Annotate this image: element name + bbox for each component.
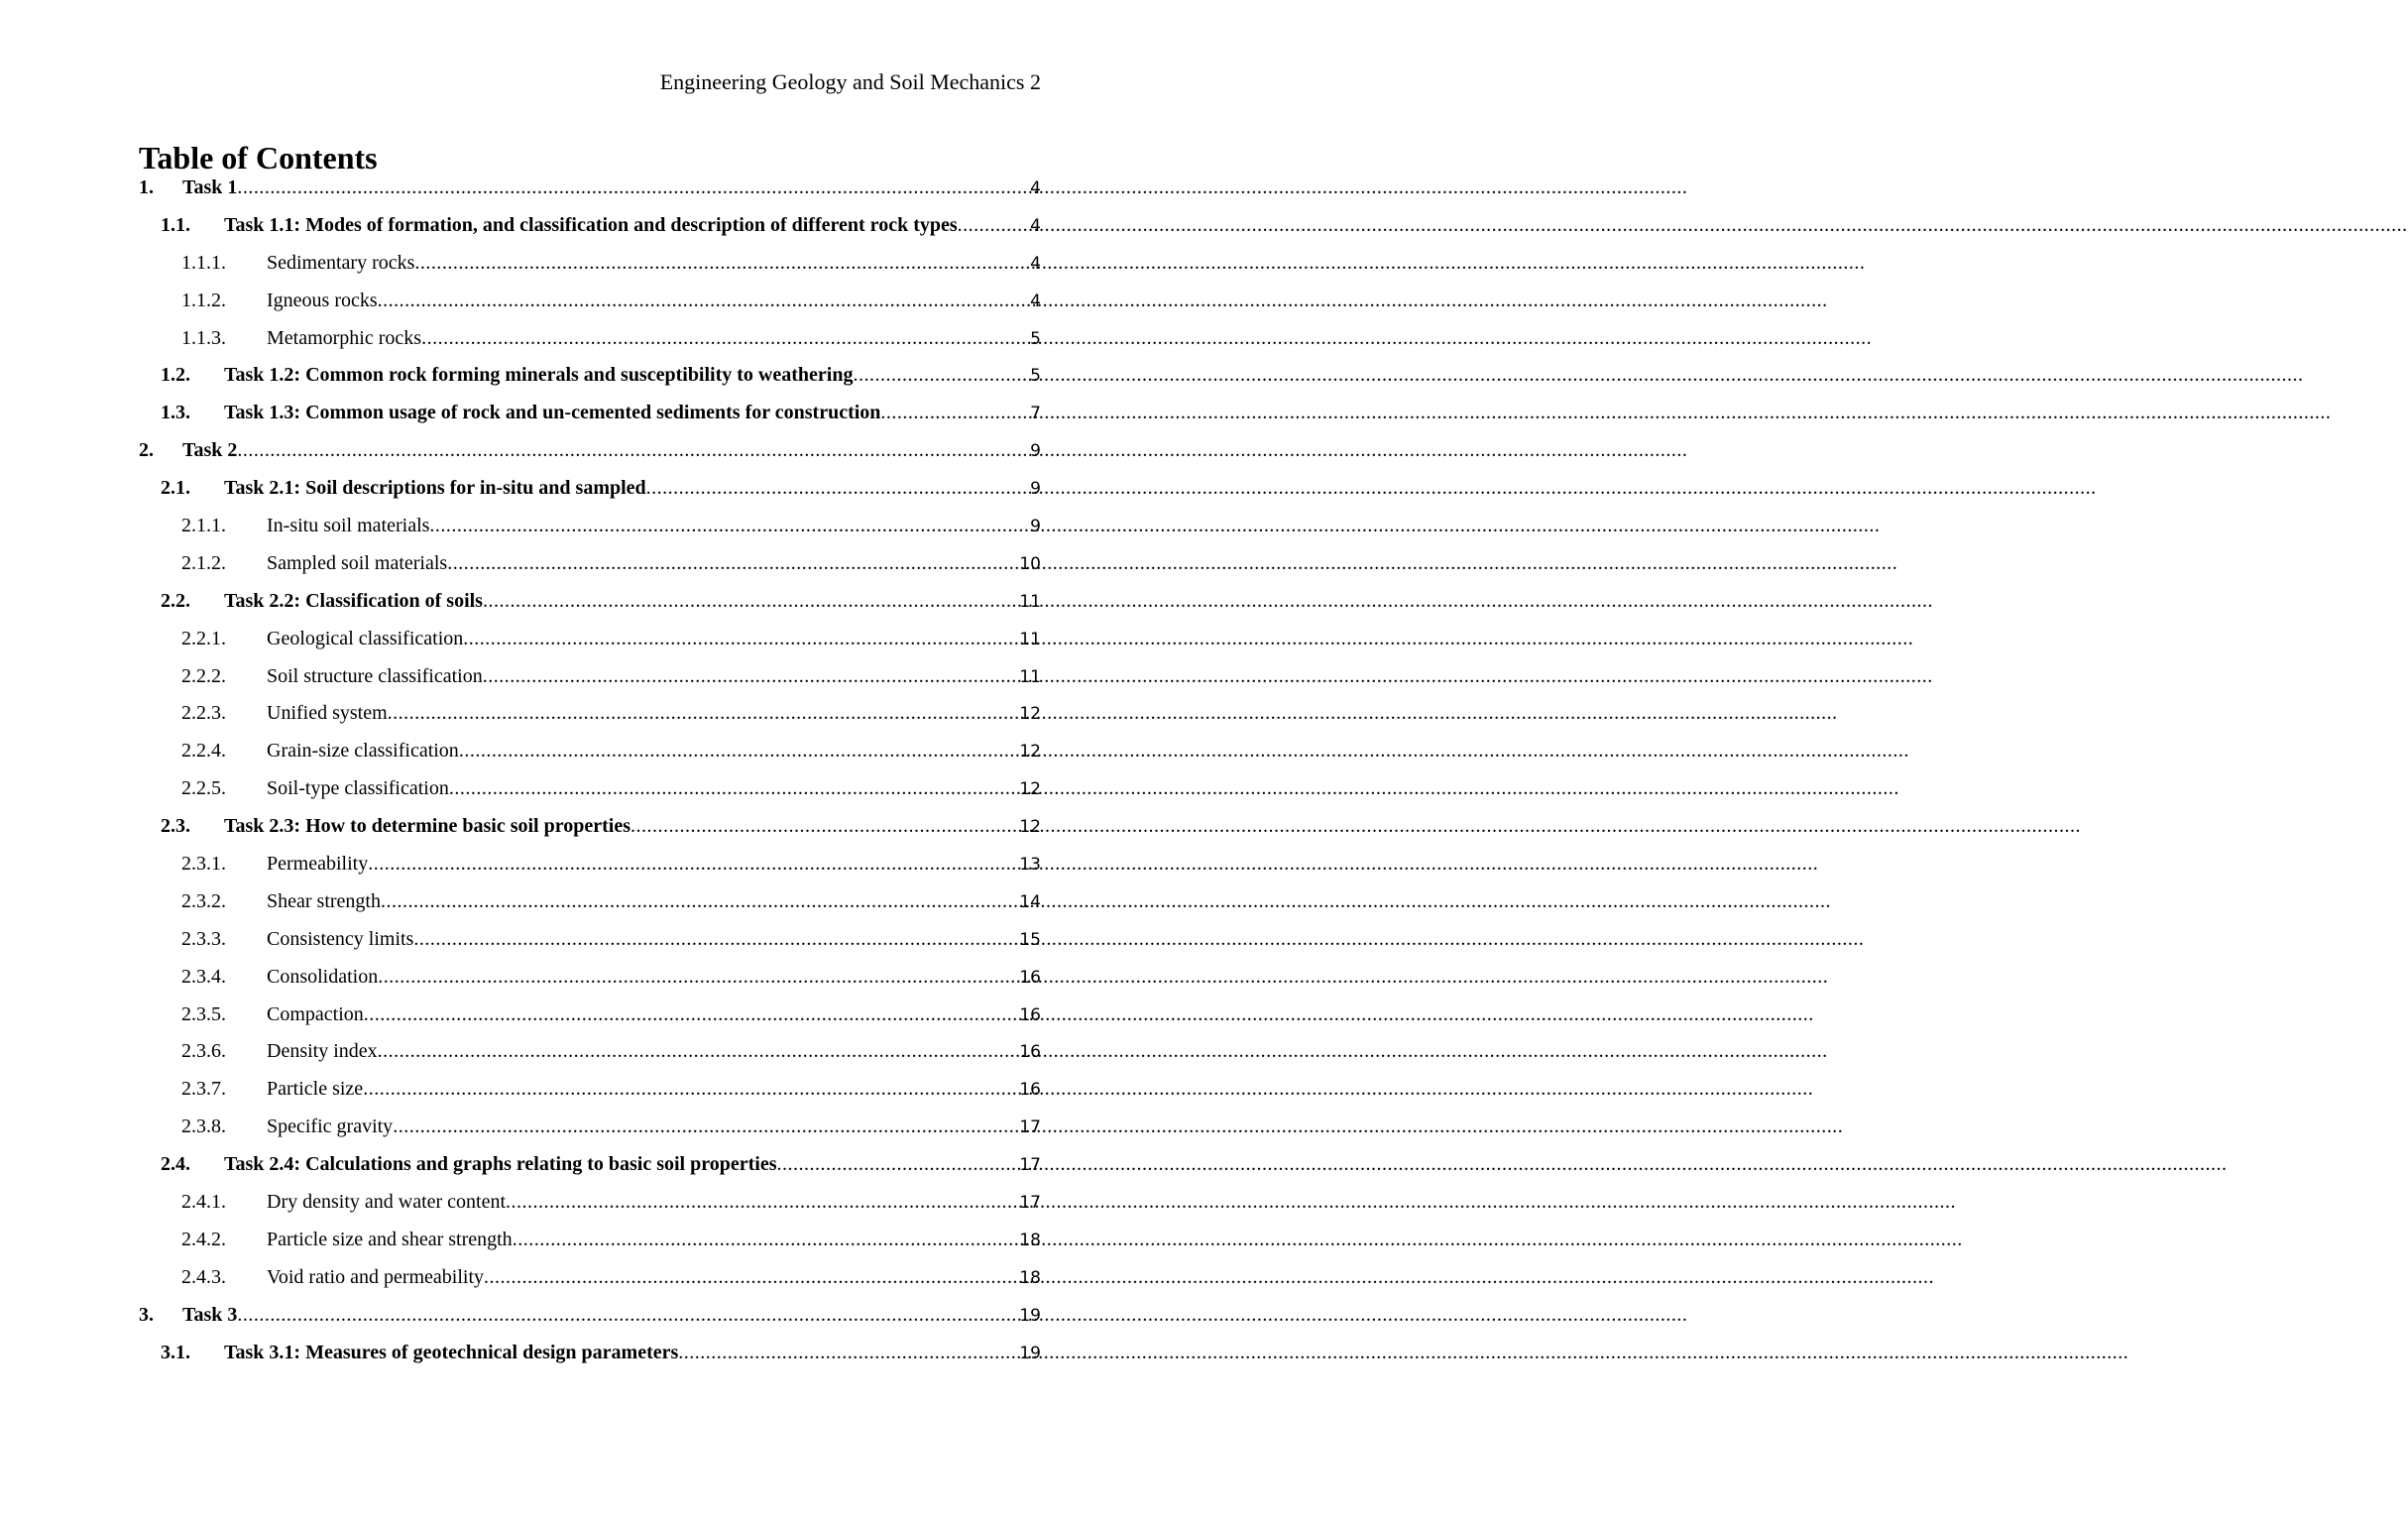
toc-entry-number: 3. — [139, 1303, 154, 1326]
toc-entry-number: 2.3.5. — [181, 1002, 226, 1025]
toc-entry[interactable] — [139, 1146, 1041, 1184]
toc-entry-number: 1.2. — [161, 364, 190, 387]
toc-entry-label[interactable]: Grain-size classification — [267, 740, 459, 763]
toc-entry-label[interactable]: Igneous rocks — [267, 289, 378, 311]
toc-dot-leader — [447, 545, 1019, 583]
toc-entry[interactable] — [139, 283, 1041, 320]
toc-entry-label[interactable]: In-situ soil materials — [267, 515, 430, 537]
toc-entry-number: 1.1.3. — [181, 326, 226, 349]
toc-entry-label[interactable]: Sedimentary rocks — [267, 251, 415, 274]
toc-entry[interactable] — [139, 1297, 1041, 1335]
toc-entry-number: 2.1.2. — [181, 551, 226, 574]
toc-entry-page-number[interactable]: 4 — [1030, 253, 1041, 274]
toc-entry-page-number[interactable]: 12 — [1019, 704, 1041, 725]
toc-dot-leader — [463, 621, 1019, 658]
toc-entry-label[interactable]: Void ratio and permeability — [267, 1265, 485, 1288]
toc-entry-page-number[interactable]: 18 — [1019, 1267, 1041, 1288]
toc-entry-label[interactable]: Task 1.2: Common rock forming minerals and susceptibility to weathering — [224, 364, 854, 387]
toc-entry-page-number[interactable]: 19 — [1019, 1305, 1041, 1326]
toc-entry[interactable] — [139, 921, 1041, 959]
page-title: Table of Contents — [139, 140, 378, 176]
toc-entry[interactable] — [139, 170, 1041, 207]
toc-entry-label[interactable]: Particle size — [267, 1078, 364, 1101]
toc-entry-page-number[interactable]: 14 — [1019, 891, 1041, 912]
toc-entry[interactable] — [139, 508, 1041, 545]
toc-dot-leader — [378, 283, 1031, 320]
toc-entry-page-number[interactable]: 4 — [1030, 178, 1041, 198]
toc-entry-label[interactable]: Particle size and shear strength — [267, 1228, 513, 1250]
toc-entry-label[interactable]: Geological classification — [267, 627, 464, 649]
toc-entry-label[interactable]: Metamorphic rocks — [267, 326, 422, 349]
toc-entry-number: 2.4. — [161, 1153, 190, 1176]
toc-entry-label[interactable]: Task 2.2: Classification of soils — [224, 589, 483, 612]
toc-entry-number: 2.3. — [161, 815, 190, 838]
toc-entry-page-number[interactable]: 12 — [1019, 817, 1041, 838]
toc-entry-label[interactable]: Specific gravity — [267, 1116, 394, 1138]
toc-entry[interactable] — [139, 1033, 1041, 1071]
toc-entry-number: 1.3. — [161, 402, 190, 424]
toc-dot-leader — [237, 170, 1030, 207]
toc-entry-page-number[interactable]: 16 — [1019, 967, 1041, 988]
toc-entry[interactable] — [139, 733, 1041, 770]
toc-entry-label[interactable]: Consistency limits — [267, 927, 414, 950]
toc-entry-label[interactable]: Task 1.1: Modes of formation, and classification and description of different rock types — [224, 213, 958, 236]
toc-entry-number: 2.2.3. — [181, 702, 226, 725]
toc-entry-label[interactable]: Task 3 — [182, 1303, 238, 1326]
toc-entry-number: 1.1. — [161, 213, 190, 236]
toc-entry[interactable] — [139, 320, 1041, 358]
toc-entry[interactable] — [139, 1335, 1041, 1372]
toc-dot-leader — [388, 695, 1020, 733]
toc-dot-leader — [378, 959, 1019, 997]
toc-dot-leader — [646, 470, 1031, 508]
toc-entry-number: 2.3.2. — [181, 889, 226, 912]
toc-entry-page-number[interactable]: 11 — [1019, 629, 1041, 649]
toc-dot-leader — [449, 770, 1020, 808]
toc-dot-leader — [459, 733, 1020, 770]
toc-dot-leader — [381, 883, 1019, 921]
toc-entry-number: 3.1. — [161, 1341, 190, 1363]
toc-entry-label[interactable]: Permeability — [267, 853, 369, 876]
toc-entry-label[interactable]: Unified system — [267, 702, 388, 725]
toc-entry[interactable] — [139, 1259, 1041, 1297]
toc-dot-leader — [378, 1033, 1020, 1071]
toc-entry-label[interactable]: Task 1.3: Common usage of rock and un-cemented sediments for construction — [224, 402, 881, 424]
toc-entry-page-number[interactable]: 9 — [1030, 517, 1041, 537]
toc-dot-leader — [414, 245, 1030, 283]
toc-dot-leader — [958, 207, 1031, 245]
toc-entry[interactable] — [139, 1071, 1041, 1109]
toc-dot-leader — [506, 1184, 1019, 1222]
toc-entry-number: 2.3.1. — [181, 853, 226, 876]
toc-entry[interactable] — [139, 846, 1041, 883]
toc-entry-label[interactable]: Task 2.4: Calculations and graphs relating to basic soil properties — [224, 1153, 777, 1176]
toc-entry[interactable] — [139, 1184, 1041, 1222]
toc-entry-page-number[interactable]: 9 — [1030, 479, 1041, 500]
toc-entry-page-number[interactable]: 12 — [1019, 742, 1041, 763]
toc-entry-number: 2.2.4. — [181, 740, 226, 763]
toc-dot-leader — [429, 508, 1030, 545]
toc-entry-number: 2.2.1. — [181, 627, 226, 649]
toc-entry-label[interactable]: Compaction — [267, 1002, 364, 1025]
toc-dot-leader — [413, 921, 1019, 959]
toc-entry-number: 2.4.2. — [181, 1228, 226, 1250]
toc-entry-number: 2.2. — [161, 589, 190, 612]
toc-entry-number: 2.3.4. — [181, 965, 226, 988]
toc-entry-page-number[interactable]: 5 — [1030, 366, 1041, 387]
toc-entry[interactable] — [139, 545, 1041, 583]
table-of-contents — [139, 170, 1041, 1372]
toc-entry-label[interactable]: Density index — [267, 1040, 378, 1063]
toc-entry[interactable] — [139, 583, 1041, 621]
toc-entry-page-number[interactable]: 17 — [1019, 1155, 1041, 1176]
toc-dot-leader — [484, 1259, 1019, 1297]
toc-entry-page-number[interactable]: 16 — [1019, 1080, 1041, 1101]
toc-entry-label[interactable]: Task 1 — [182, 176, 238, 198]
toc-entry-label[interactable]: Sampled soil materials — [267, 551, 448, 574]
toc-entry-number: 2.3.7. — [181, 1078, 226, 1101]
toc-entry-page-number[interactable]: 12 — [1019, 779, 1041, 800]
toc-entry-label[interactable]: Task 2.1: Soil descriptions for in-situ and sampled — [224, 477, 646, 500]
toc-entry[interactable] — [139, 357, 1041, 395]
toc-dot-leader — [393, 1109, 1019, 1146]
toc-entry[interactable] — [139, 1222, 1041, 1259]
toc-entry-page-number[interactable]: 10 — [1019, 553, 1041, 574]
toc-dot-leader — [364, 997, 1020, 1034]
toc-entry-number: 2. — [139, 439, 154, 462]
toc-dot-leader — [678, 1335, 1019, 1372]
toc-entry-number: 2.3.6. — [181, 1040, 226, 1063]
toc-entry-page-number[interactable]: 16 — [1019, 1004, 1041, 1025]
toc-dot-leader — [776, 1146, 1019, 1184]
toc-entry-page-number[interactable]: 7 — [1030, 404, 1041, 424]
toc-entry[interactable] — [139, 1109, 1041, 1146]
toc-entry-number: 1.1.1. — [181, 251, 226, 274]
toc-entry-label[interactable]: Task 2 — [182, 439, 238, 462]
toc-entry-number: 2.3.8. — [181, 1116, 226, 1138]
toc-entry-number: 2.1. — [161, 477, 190, 500]
toc-entry-page-number[interactable]: 18 — [1019, 1230, 1041, 1250]
toc-entry[interactable] — [139, 997, 1041, 1034]
toc-entry[interactable] — [139, 808, 1041, 846]
toc-entry-number: 2.3.3. — [181, 927, 226, 950]
toc-entry[interactable] — [139, 883, 1041, 921]
toc-entry[interactable] — [139, 207, 1041, 245]
toc-dot-leader — [483, 658, 1020, 696]
running-header: Engineering Geology and Soil Mechanics 2 — [659, 69, 1041, 94]
toc-dot-leader — [483, 583, 1019, 621]
toc-entry-page-number[interactable]: 15 — [1019, 929, 1041, 950]
toc-entry-page-number[interactable]: 19 — [1019, 1343, 1041, 1363]
toc-entry-number: 2.1.1. — [181, 515, 226, 537]
toc-entry-page-number[interactable]: 9 — [1030, 441, 1041, 462]
toc-entry-label[interactable]: Shear strength — [267, 889, 381, 912]
toc-entry[interactable] — [139, 470, 1041, 508]
toc-dot-leader — [421, 320, 1030, 358]
toc-entry-page-number[interactable]: 5 — [1030, 328, 1041, 349]
toc-dot-leader — [237, 1297, 1019, 1335]
toc-entry-page-number[interactable]: 4 — [1030, 291, 1041, 311]
toc-entry[interactable] — [139, 770, 1041, 808]
toc-entry[interactable] — [139, 395, 1041, 432]
toc-entry-number: 1. — [139, 176, 154, 198]
toc-entry-label[interactable]: Task 3.1: Measures of geotechnical design parameters — [224, 1341, 679, 1363]
toc-dot-leader — [853, 357, 1030, 395]
toc-entry-label[interactable]: Soil-type classification — [267, 777, 449, 800]
toc-dot-leader — [363, 1071, 1019, 1109]
toc-entry-number: 2.2.2. — [181, 664, 226, 687]
toc-entry-page-number[interactable]: 16 — [1019, 1042, 1041, 1063]
toc-entry-number: 2.4.3. — [181, 1265, 226, 1288]
toc-dot-leader — [513, 1222, 1020, 1259]
toc-entry-number: 2.4.1. — [181, 1191, 226, 1214]
toc-entry[interactable] — [139, 621, 1041, 658]
toc-dot-leader — [880, 395, 1030, 432]
toc-entry[interactable] — [139, 245, 1041, 283]
toc-entry-label[interactable]: Soil structure classification — [267, 664, 483, 687]
toc-dot-leader — [368, 846, 1019, 883]
toc-entry-number: 2.2.5. — [181, 777, 226, 800]
toc-entry-page-number[interactable]: 11 — [1019, 591, 1041, 612]
toc-entry-number: 1.1.2. — [181, 289, 226, 311]
toc-entry[interactable] — [139, 695, 1041, 733]
toc-entry-label[interactable]: Task 2.3: How to determine basic soil properties — [224, 815, 631, 838]
toc-entry-page-number[interactable]: 4 — [1030, 215, 1041, 236]
toc-entry-page-number[interactable]: 13 — [1019, 855, 1041, 876]
toc-dot-leader — [237, 432, 1030, 470]
toc-entry-label[interactable]: Dry density and water content — [267, 1191, 507, 1214]
toc-dot-leader — [631, 808, 1019, 846]
toc-entry-page-number[interactable]: 17 — [1019, 1193, 1041, 1214]
toc-entry[interactable] — [139, 959, 1041, 997]
toc-entry-page-number[interactable]: 11 — [1019, 666, 1041, 687]
toc-entry[interactable] — [139, 432, 1041, 470]
toc-entry-page-number[interactable]: 17 — [1019, 1117, 1041, 1138]
toc-entry-label[interactable]: Consolidation — [267, 965, 379, 988]
toc-entry[interactable] — [139, 658, 1041, 696]
